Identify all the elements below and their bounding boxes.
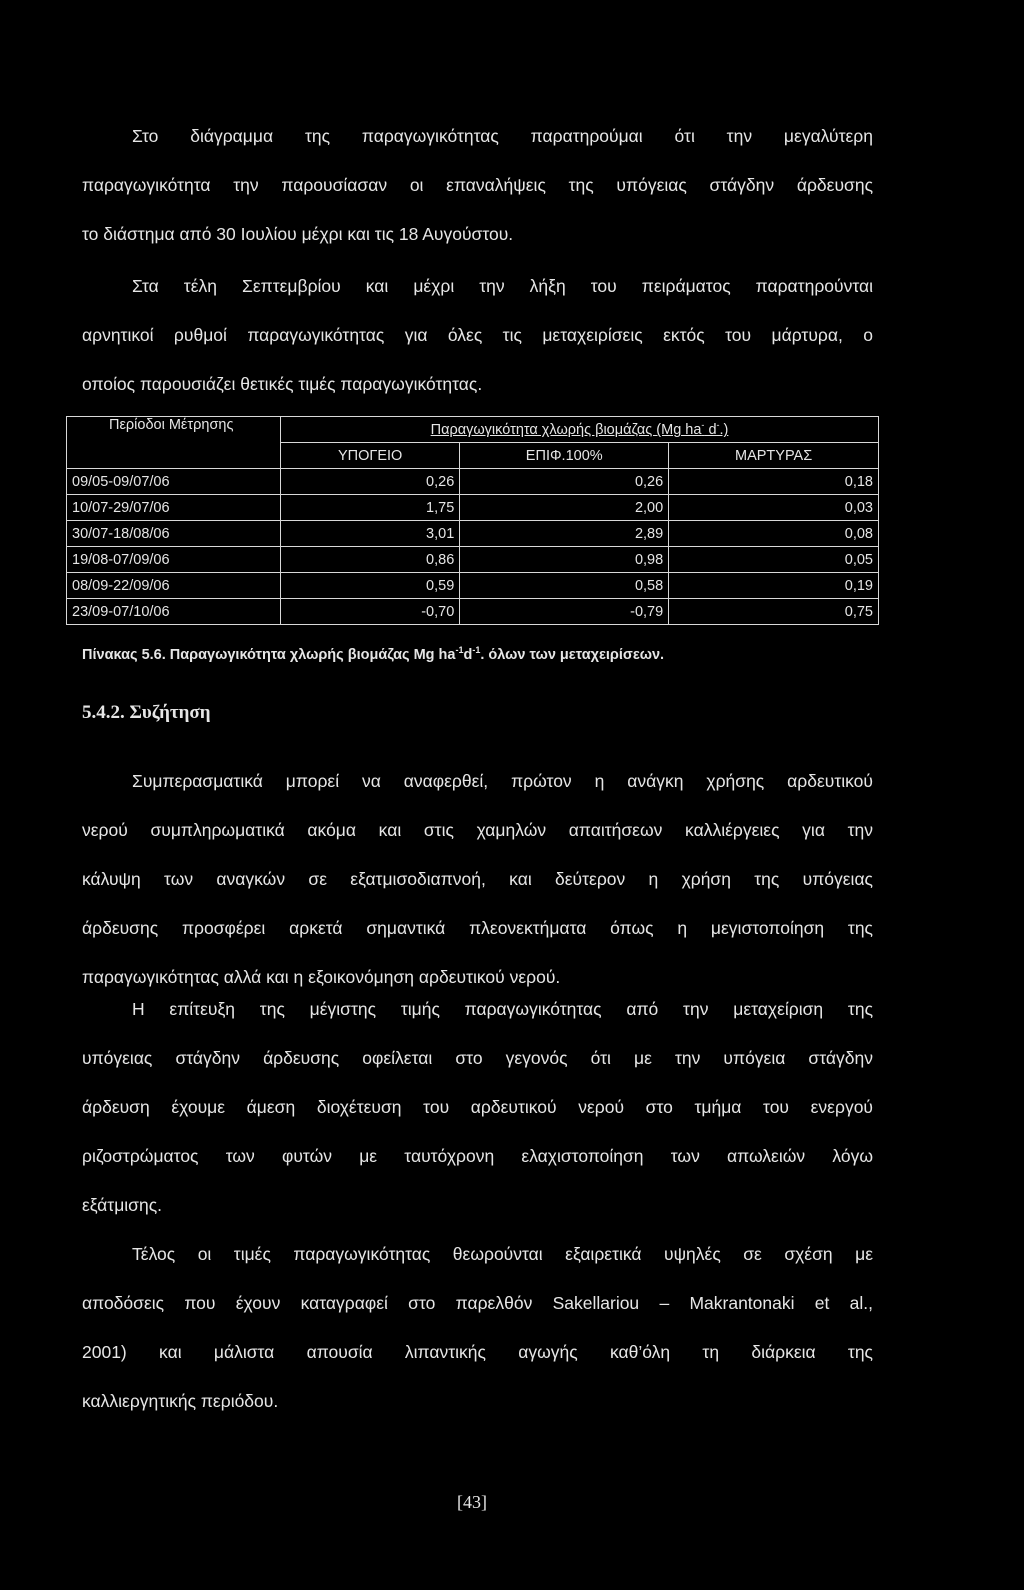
table-header-row [67, 417, 879, 443]
text-line: αποδόσεις που έχουν καταγραφεί στο παρελθόν Sakellariou – Makrantonaki et al., [82, 1293, 873, 1313]
text-line: Τέλος οι τιμές παραγωγικότητας θεωρούνται εξαιρετικά υψηλές σε σχέση με [132, 1244, 873, 1264]
table-row [67, 599, 879, 625]
value-cell: 1,75 [281, 495, 460, 521]
value-cell: 2,89 [460, 521, 669, 547]
column-header-surface: ΕΠΙΦ.100% [460, 443, 669, 469]
value-cell: -0,79 [460, 599, 669, 625]
value-cell: 0,05 [669, 547, 879, 573]
group-header: Παραγωγικότητα χλωρής βιομάζας (Mg ha- d-.) [281, 417, 879, 443]
productivity-table [66, 416, 879, 625]
page-number: [43] [457, 1492, 487, 1512]
table-caption: Πίνακας 5.6. Παραγωγικότητα χλωρής βιομάζας Mg $ha^{-1}d^{-1}$. όλων των μεταχειρίσεων. [82, 645, 665, 663]
period-cell: 09/05-09/07/06 [67, 469, 281, 495]
table-row [67, 573, 879, 599]
value-cell: 0,58 [460, 573, 669, 599]
table-row [67, 469, 879, 495]
period-cell: 23/09-07/10/06 [67, 599, 281, 625]
value-cell: 0,08 [669, 521, 879, 547]
text-line: νερού συμπληρωματικά ακόμα και στις χαμηλών απαιτήσεων καλλιέργειες για την [82, 820, 873, 840]
value-cell: -0,70 [281, 599, 460, 625]
value-cell: 0,18 [669, 469, 879, 495]
text-line: άρδευσης προσφέρει αρκετά σημαντικά πλεονεκτήματα όπως η μεγιστοποίηση της [82, 918, 873, 938]
period-cell: 10/07-29/07/06 [67, 495, 281, 521]
value-cell: 0,75 [669, 599, 879, 625]
paragraph-negative-rates [82, 262, 873, 409]
value-cell: 0,98 [460, 547, 669, 573]
text-line: καλλιεργητικής περιόδου. [82, 1391, 279, 1411]
text-line: υπόγειας στάγδην άρδευσης οφείλεται στο γεγονός ότι με την υπόγεια στάγδην [82, 1048, 873, 1068]
text-line: αρνητικοί ρυθμοί παραγωγικότητας για όλες τις μεταχειρίσεις εκτός του μάρτυρα, ο [82, 325, 873, 345]
value-cell: 0,59 [281, 573, 460, 599]
section-heading: 5.4.2. Συζήτηση [82, 702, 211, 723]
value-cell: 0,03 [669, 495, 879, 521]
text-line: άρδευση έχουμε άμεση διοχέτευση του αρδευτικού νερού στο τμήμα του ενεργού [82, 1097, 873, 1117]
period-header: Περίοδοι Μέτρησης [67, 417, 281, 469]
text-line: ριζοστρώματος των φυτών με ταυτόχρονη ελαχιστοποίηση των απωλειών λόγω [82, 1146, 873, 1166]
table-row [67, 495, 879, 521]
value-cell: 0,26 [281, 469, 460, 495]
value-cell: 0,86 [281, 547, 460, 573]
period-cell: 19/08-07/09/06 [67, 547, 281, 573]
text-line: 2001) και μάλιστα απουσία λιπαντικής αγωγής καθ’όλη τη διάρκεια της [82, 1342, 873, 1362]
value-cell: 0,26 [460, 469, 669, 495]
value-cell: 2,00 [460, 495, 669, 521]
period-cell: 08/09-22/09/06 [67, 573, 281, 599]
value-cell: 0,19 [669, 573, 879, 599]
text-line: Στα τέλη Σεπτεμβρίου και μέχρι την λήξη του πειράματος παρατηρούνται [132, 276, 873, 296]
paragraph-productivity-diagram [82, 112, 873, 259]
text-line: Στο διάγραμμα της παραγωγικότητας παρατηρούμαι ότι την μεγαλύτερη [132, 126, 873, 146]
table-row [67, 547, 879, 573]
text-line: το διάστημα από 30 Ιουλίου μέχρι και τις 18 Αυγούστου. [82, 224, 514, 244]
text-line: εξάτμισης. [82, 1195, 162, 1215]
text-line: παραγωγικότητας αλλά και η εξοικονόμηση αρδευτικού νερού. [82, 967, 561, 987]
period-cell: 30/07-18/08/06 [67, 521, 281, 547]
column-header-control: ΜΑΡΤΥΡΑΣ [669, 443, 879, 469]
paragraph-conclusions [82, 757, 873, 1002]
table-row [67, 521, 879, 547]
paragraph-max-productivity [82, 985, 873, 1230]
text-line: οποίος παρουσιάζει θετικές τιμές παραγωγικότητας. [82, 374, 483, 394]
text-line: Συμπερασματικά μπορεί να αναφερθεί, πρώτον η ανάγκη χρήσης αρδευτικού [132, 771, 873, 791]
column-header-subsurface: ΥΠΟΓΕΙΟ [281, 443, 460, 469]
text-line: Η επίτευξη της μέγιστης τιμής παραγωγικότητας από την μεταχείριση της [132, 999, 873, 1019]
text-line: παραγωγικότητα την παρουσίασαν οι επαναλήψεις της υπόγειας στάγδην άρδευσης [82, 175, 873, 195]
text-line: κάλυψη των αναγκών σε εξατμισοδιαπνοή, και δεύτερον η χρήση της υπόγειας [82, 869, 873, 889]
paragraph-comparison [82, 1230, 873, 1426]
value-cell: 3,01 [281, 521, 460, 547]
